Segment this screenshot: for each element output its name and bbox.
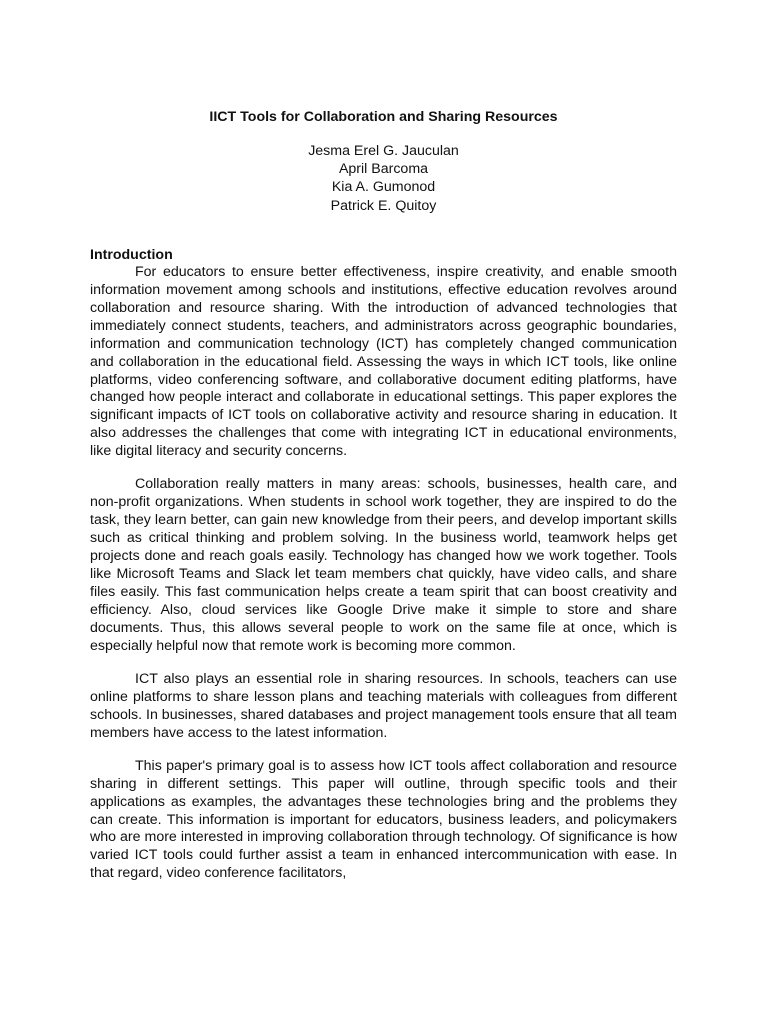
body-paragraph: ICT also plays an essential role in sharing resources. In schools, teachers can use online platforms to share lesson plans and teaching materials with colleagues from different schools. In businesses, shared databases and project management tools ensure that all team members have access to the latest information. [90,670,677,741]
document-title: IICT Tools for Collaboration and Sharing Resources [209,109,558,125]
section-heading-introduction: Introduction [90,246,173,263]
author-name: Patrick E. Quitoy [330,197,437,214]
author-name: Kia A. Gumonod [331,179,436,196]
body-paragraph: This paper's primary goal is to assess how ICT tools affect collaboration and resource sharing in different settings. This paper will outline, through specific tools and their applications as examples, the advantages these technologies bring and the problems they can create. This information is important for educators, business leaders, and policymakers who are more interested in improving collaboration through technology. Of significance is how varied ICT tools could further assist a team in enhanced intercommunication with ease. In that regard, video conference facilitators, [90,757,677,882]
author-name: Jesma Erel G. Jauculan [308,143,459,159]
author-list [90,142,677,215]
document-page [90,106,677,883]
body-paragraph: Collaboration really matters in many areas: schools, businesses, health care, and non-profit organizations. When students in school work together, they are inspired to do the task, they learn better, can gain new knowledge from their peers, and develop important skills such as critical thinking and problem solving. In the business world, teamwork helps get projects done and reach goals easily. Technology has changed how we work together. Tools like Microsoft Teams and Slack let team members chat quickly, have video calls, and share files easily. This fast communication helps create a team spirit that can boost creativity and efficiency. Also, cloud services like Google Drive make it simple to store and share documents. Thus, this allows several people to work on the same file at once, which is especially helpful now that remote work is becoming more common. [90,476,677,654]
author-name: April Barcoma [338,161,429,178]
body-paragraph: For educators to ensure better effectiveness, inspire creativity, and enable smooth information movement among schools and institutions, effective education revolves around collaboration and resource sharing. With the introduction of advanced technologies that immediately connect students, teachers, and administrators across geographic boundaries, information and communication technology (ICT) has completely changed communication and collaboration in the educational field. Assessing the ways in which ICT tools, like online platforms, video conferencing software, and collaborative document editing platforms, have changed how people interact and collaborate in educational settings. This paper explores the significant impacts of ICT tools on collaborative activity and resource sharing in education. It also addresses the challenges that come with integrating ICT in educational environments, like digital literacy and security concerns. [90,263,677,460]
